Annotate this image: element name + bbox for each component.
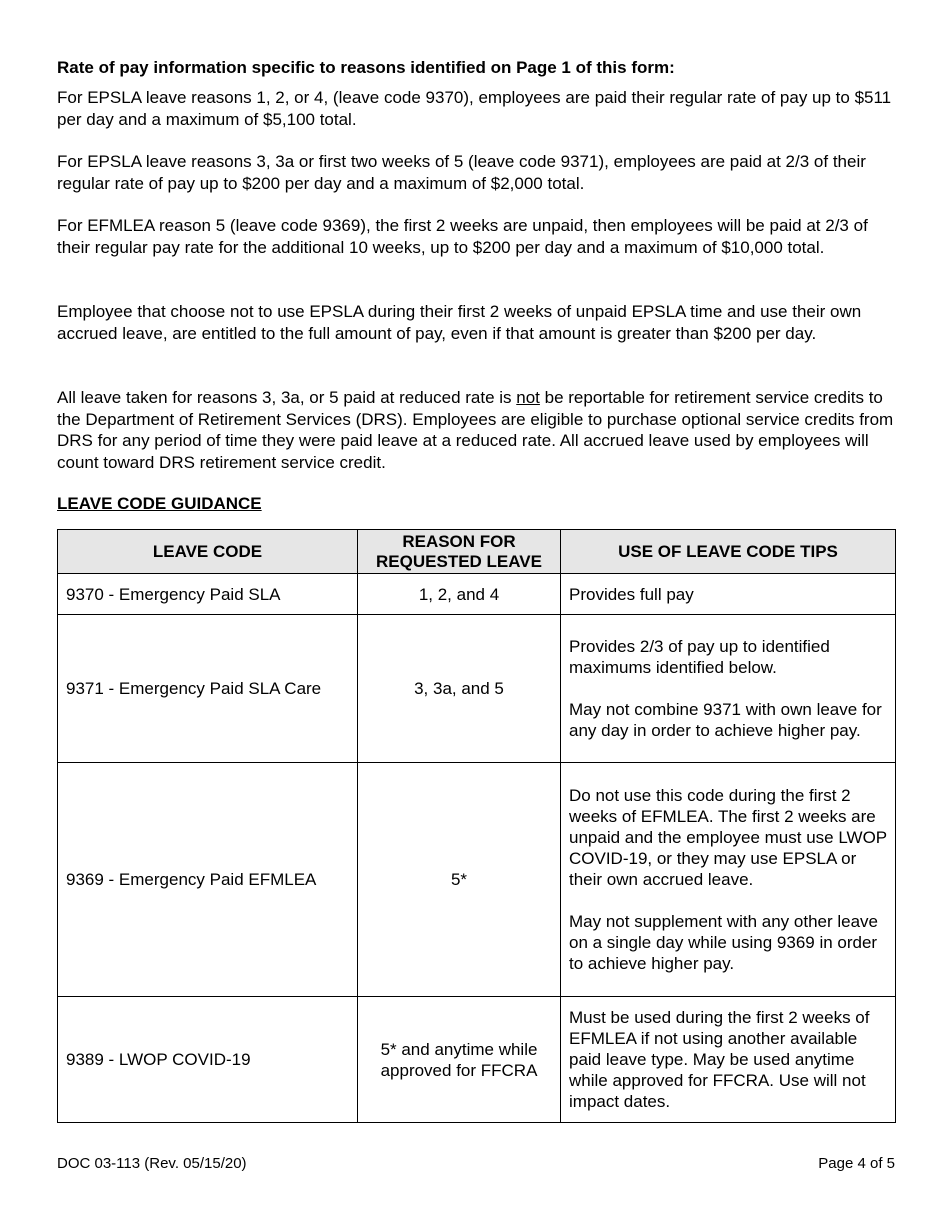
- tips-cell: [561, 997, 896, 1123]
- page-number-footer: Page 4 of 5: [818, 1155, 895, 1172]
- paragraph-epsla-reasons-3-3a-5: For EPSLA leave reasons 3, 3a or first two weeks of 5 (leave code 9371), employees are paid at 2/3 of their regular rate of pay up to $200 per day and a maximum of $2,000 total.: [57, 152, 866, 193]
- leave-code-cell: 9370 - Emergency Paid SLA: [58, 574, 358, 615]
- paragraph-own-accrued-leave: Employee that choose not to use EPSLA during their first 2 weeks of unpaid EPSLA time and use their own accrued leave, are entitled to the full amount of pay, even if that amount is greater than $200 per day.: [57, 302, 862, 343]
- tips-cell: [561, 763, 896, 997]
- tip-text: Do not use this code during the first 2 weeks of EFMLEA. The first 2 weeks are unpaid and the employee must use LWOP COVID-19, or they may use EPSLA or their own accrued leave.: [569, 786, 887, 889]
- tip-text: May not supplement with any other leave on a single day while using 9369 in order to achieve higher pay.: [569, 912, 879, 973]
- header-reason: REASON FOR REQUESTED LEAVE: [358, 530, 561, 574]
- leave-code-table: [57, 529, 896, 1123]
- paragraph-epsla-reasons-1-2-4: For EPSLA leave reasons 1, 2, or 4, (leave code 9370), employees are paid their regular rate of pay up to $511 per day and a maximum of $5,100 total.: [57, 88, 892, 129]
- reason-cell: 5*: [358, 763, 561, 997]
- rate-of-pay-heading: Rate of pay information specific to reasons identified on Page 1 of this form:: [57, 58, 675, 77]
- reason-cell: 5* and anytime while approved for FFCRA: [358, 997, 561, 1123]
- retirement-text-start: All leave taken for reasons 3, 3a, or 5 paid at reduced rate is: [57, 388, 517, 407]
- table-header-row: [58, 530, 896, 574]
- retirement-text-end: be reportable for retirement service credits to the Department of Retirement Services (DRS). Employees are eligible to purchase optional service credits from DRS for any period of time they were paid leave at a reduced rate. All accrued leave used by employees will count toward DRS retirement service credit.: [57, 388, 894, 472]
- header-leave-code: LEAVE CODE: [58, 530, 358, 574]
- leave-code-cell: 9389 - LWOP COVID-19: [58, 997, 358, 1123]
- table-row: [58, 615, 896, 763]
- table-row: [58, 997, 896, 1123]
- tip-text: May not combine 9371 with own leave for any day in order to achieve higher pay.: [569, 700, 882, 740]
- header-tips: USE OF LEAVE CODE TIPS: [561, 530, 896, 574]
- tip-text: Provides 2/3 of pay up to identified maximums identified below.: [569, 637, 830, 677]
- table-row: [58, 763, 896, 997]
- paragraph-retirement-credits: [57, 387, 895, 473]
- form-id-footer: DOC 03-113 (Rev. 05/15/20): [57, 1155, 247, 1172]
- reason-cell: 1, 2, and 4: [358, 574, 561, 615]
- reason-cell: 3, 3a, and 5: [358, 615, 561, 763]
- leave-code-cell: 9371 - Emergency Paid SLA Care: [58, 615, 358, 763]
- retirement-text-emphasis: not: [516, 388, 540, 407]
- tip-text: Provides full pay: [569, 584, 694, 604]
- table-row: [58, 574, 896, 615]
- leave-code-guidance-title: LEAVE CODE GUIDANCE: [57, 494, 262, 513]
- tip-text: Must be used during the first 2 weeks of EFMLEA if not using another available paid leave type. May be used anytime while approved for FFCRA. Use will not impact dates.: [569, 1008, 870, 1111]
- tips-cell: [561, 574, 896, 615]
- leave-code-cell: 9369 - Emergency Paid EFMLEA: [58, 763, 358, 997]
- tips-cell: [561, 615, 896, 763]
- paragraph-efmlea-reason-5: For EFMLEA reason 5 (leave code 9369), the first 2 weeks are unpaid, then employees will be paid at 2/3 of their regular pay rate for the additional 10 weeks, up to $200 per day and a maximum of $10,000 total.: [57, 216, 868, 257]
